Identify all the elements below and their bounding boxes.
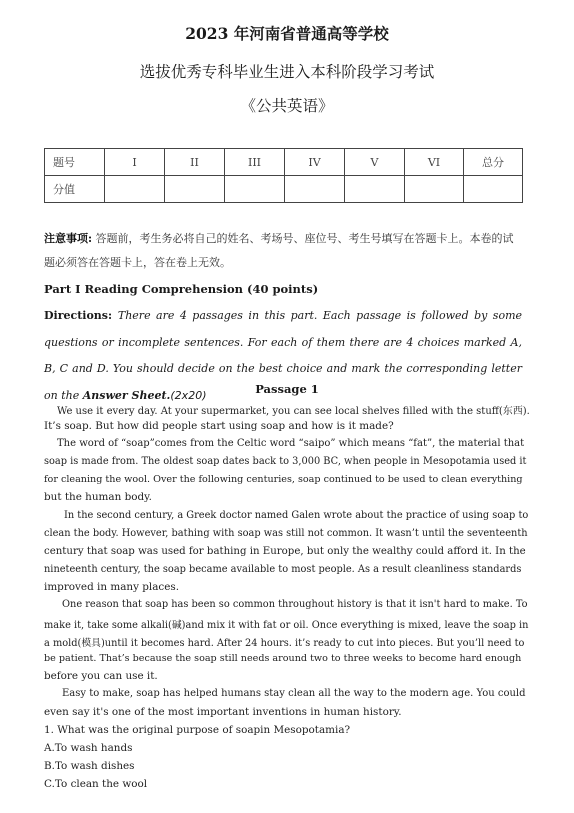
answer-option: C.To clean the wool: [44, 778, 148, 790]
passage-line: clean the body. However, bathing with soap was still not common. It wasn’t until the seventeenth: [44, 528, 528, 539]
answer-sheet-label: Answer Sheet.: [82, 388, 171, 402]
passage-line: It’s soap. But how did people start using soap and how is it made?: [44, 420, 394, 432]
passage-line: improved in many places.: [44, 581, 180, 593]
score-cell-section: III: [225, 149, 285, 176]
passage-line: make it, take some alkali(碱)and mix it with fat or oil. Once everything is mixed, leave the soap in: [44, 620, 529, 631]
score-cell-total: 总分: [464, 149, 523, 176]
passage-line: nineteenth century, the soap became available to most people. As a result cleanliness standards: [44, 564, 522, 575]
score-cell-empty: [225, 176, 285, 203]
passage-line: In the second century, a Greek doctor named Galen wrote about the practice of using soap to: [64, 510, 529, 521]
passage-line: even say it's one of the most important inventions in human history.: [44, 706, 402, 718]
score-table-row-question: [45, 149, 523, 176]
passage-line: be patient. That’s because the soap still needs around two to three weeks to become hard enough: [44, 653, 522, 664]
score-cell-empty: [345, 176, 405, 203]
score-cell-empty: [285, 176, 345, 203]
passage-line: Easy to make, soap has helped humans stay clean all the way to the modern age. You could: [62, 688, 526, 699]
exam-title-year: 2023 年河南省普通高等学校: [185, 24, 389, 43]
passage-line: a mold(模具)until it becomes hard. After 24 hours. it’s ready to cut into pieces. But you’ll need to: [44, 638, 525, 649]
passage-line: soap is made from. The oldest soap dates back to 3,000 BC, when people in Mesopotamia used it: [44, 456, 527, 467]
score-cell-section: II: [165, 149, 225, 176]
directions-label: Directions:: [44, 309, 118, 322]
score-table-row-score: [45, 176, 523, 203]
exam-notice: [44, 227, 522, 275]
score-cell-label: 题号: [45, 149, 105, 176]
passage-line: We use it every day. At your supermarket, you can see local shelves filled with the stuff(东西).: [57, 406, 530, 417]
passage-line: century that soap was used for bathing in Europe, but only the wealthy could afford it. In the: [44, 546, 526, 557]
passage-line: One reason that soap has been so common throughout history is that it isn't hard to make. To: [62, 599, 528, 610]
question-stem: 1. What was the original purpose of soapin Mesopotamia?: [44, 724, 351, 736]
exam-title-program: 选拔优秀专科毕业生进入本科阶段学习考试: [139, 63, 435, 81]
score-cell-section: IV: [285, 149, 345, 176]
score-cell-empty: [405, 176, 464, 203]
score-cell-section: V: [345, 149, 405, 176]
passage-line: but the human body.: [44, 491, 152, 503]
score-cell-empty: [165, 176, 225, 203]
score-cell-section: VI: [405, 149, 464, 176]
passage-line: for cleaning the wool. Over the following centuries, soap continued to be used to clean everything: [44, 474, 523, 485]
score-cell-empty: [464, 176, 523, 203]
passage-line: The word of “soap”comes from the Celtic word “saipo” which means “fat”, the material that: [57, 438, 525, 449]
answer-option: B.To wash dishes: [44, 760, 135, 772]
exam-subject: 《公共英语》: [240, 97, 334, 115]
notice-label: 注意事项:: [44, 232, 93, 245]
points-note: (2x20): [170, 388, 207, 402]
directions-text: There are 4 passages in this part. Each passage is followed by some questions or incomplete sentences. For each of them there are 4 choices marked A, B, C and D. You should decide on the best choice and mark the corresponding letter on the: [44, 309, 523, 402]
answer-option: A.To wash hands: [44, 742, 133, 754]
part-heading: Part I Reading Comprehension (40 points): [44, 282, 319, 296]
passage-title: Passage 1: [255, 382, 319, 396]
passage-line: before you can use it.: [44, 670, 158, 682]
score-cell-empty: [105, 176, 165, 203]
score-table: [44, 148, 523, 203]
notice-text: 答题前，考生务必将自己的姓名、考场号、座位号、考生号填写在答题卡上。本卷的试题必须答在答题卡上，答在卷上无效。: [44, 232, 514, 269]
score-cell-section: I: [105, 149, 165, 176]
score-cell-label: 分值: [45, 176, 105, 203]
